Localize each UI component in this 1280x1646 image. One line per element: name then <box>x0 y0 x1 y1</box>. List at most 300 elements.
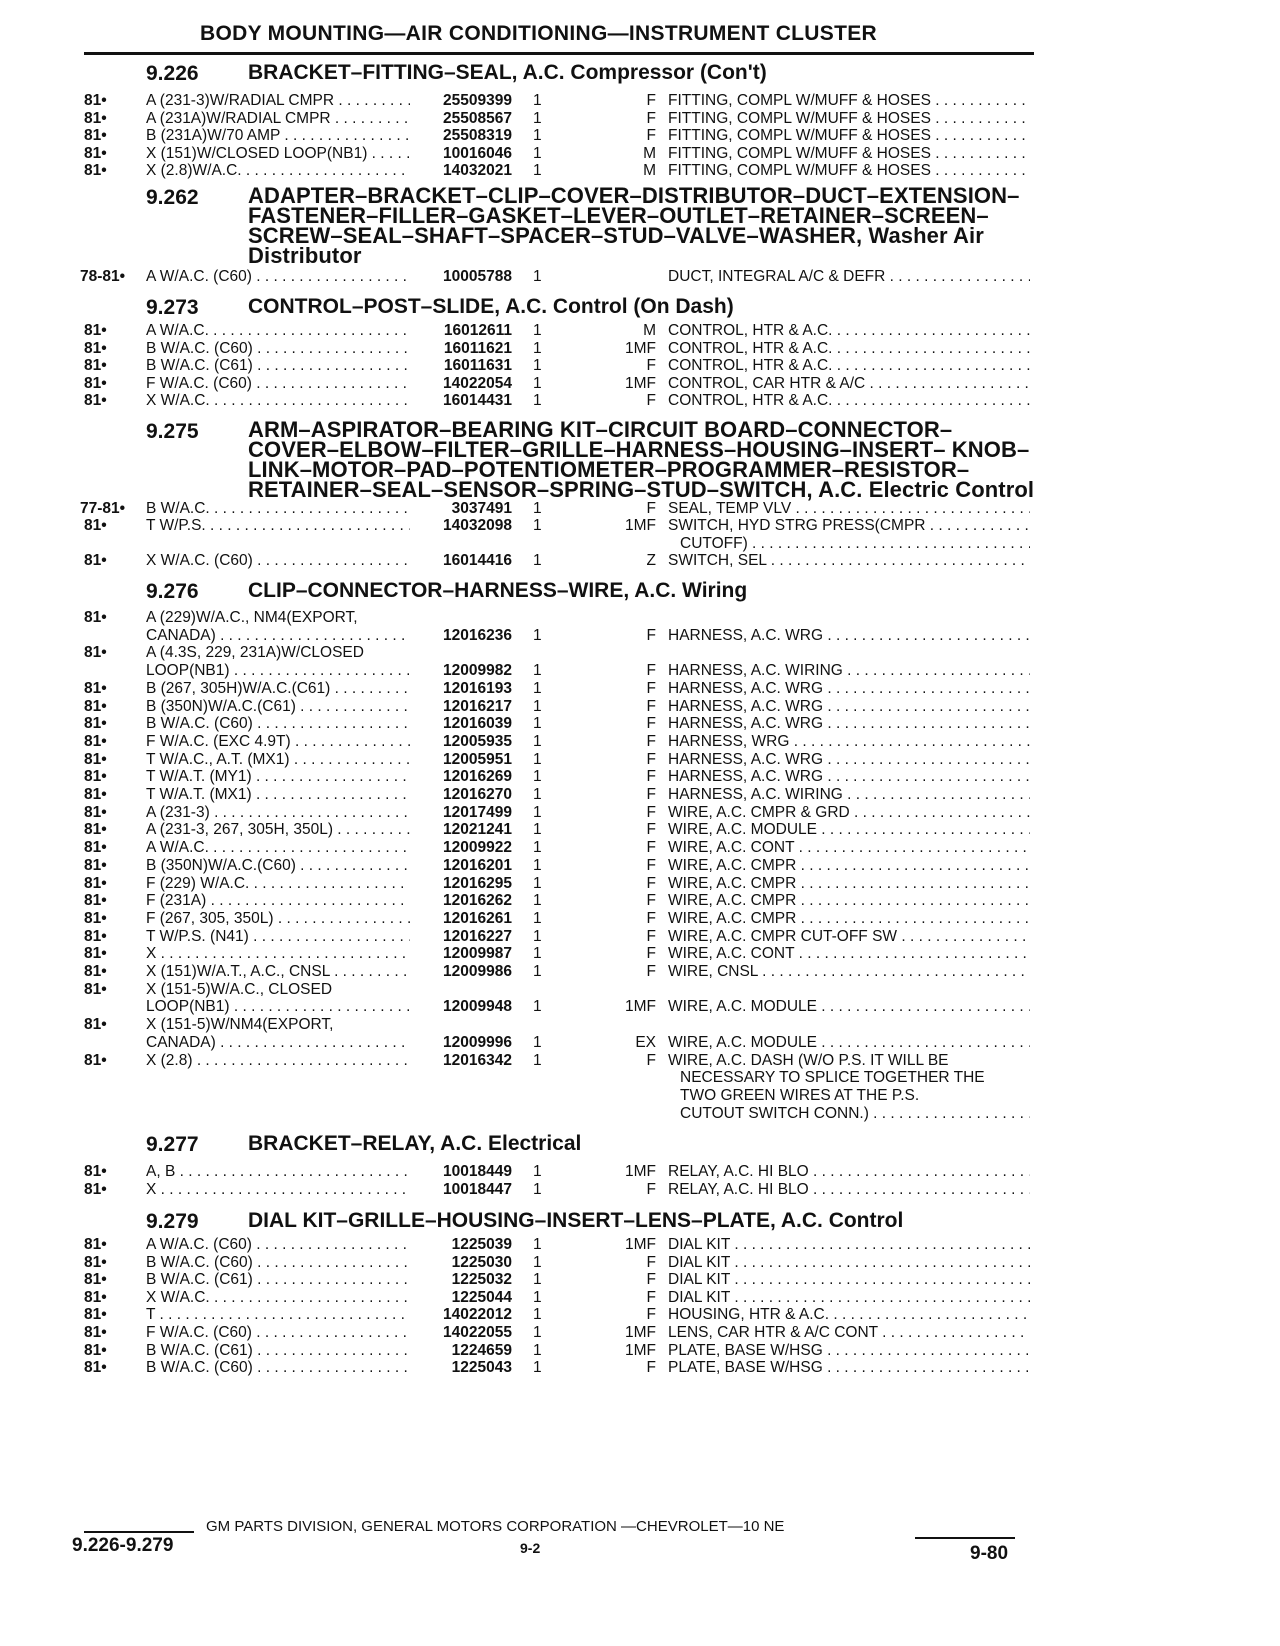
part-description: DIAL KIT . . . <box>668 1271 1030 1289</box>
application: A (229)W/A.C., NM4(EXPORT, <box>146 609 358 626</box>
section-title-line: Distributor <box>248 243 362 268</box>
part-number: 12016261 <box>443 909 512 927</box>
application: B (231A)W/70 AMP . . . <box>146 127 410 145</box>
footer-group-range: 9.226-9.279 <box>72 1535 174 1556</box>
table-row <box>0 162 1280 181</box>
part-number: 14032021 <box>443 162 512 180</box>
part-number: 12016270 <box>443 786 512 803</box>
model-year: 81• <box>84 927 107 945</box>
table-row <box>0 1163 1280 1182</box>
table-row <box>0 910 1280 929</box>
table-row <box>0 1306 1280 1325</box>
application: A W/A.C. (C60) . . . <box>146 268 410 286</box>
application: X W/A.C. (C60) . . . <box>146 552 410 570</box>
source-code: F <box>646 1359 656 1377</box>
application: X W/A.C. . . . <box>146 1289 410 1307</box>
part-number: 12009996 <box>443 1033 512 1051</box>
table-row <box>0 1359 1280 1378</box>
section-number: 9.226 <box>146 62 199 85</box>
part-number: 12016193 <box>443 679 512 697</box>
part-number: 14022054 <box>443 374 512 392</box>
part-number: 12016262 <box>443 892 512 910</box>
part-number: 10016046 <box>443 144 512 162</box>
source-code: F <box>646 109 656 127</box>
source-code: M <box>643 162 656 180</box>
application: B W/A.C. . . . <box>146 500 410 518</box>
part-description: WIRE, A.C. MODULE . . . <box>668 821 1030 839</box>
model-year: 81• <box>84 1288 107 1306</box>
part-description: PLATE, BASE W/HSG . . . <box>668 1342 1030 1360</box>
part-number: 16011621 <box>443 339 512 357</box>
part-number: 12016295 <box>443 874 512 892</box>
part-number: 25508567 <box>443 109 512 127</box>
part-number: 12005935 <box>443 732 512 750</box>
table-row <box>0 1324 1280 1343</box>
model-year: 81• <box>84 697 107 715</box>
source-code: F <box>646 1051 656 1069</box>
table-row <box>0 963 1280 982</box>
part-description: LENS, CAR HTR & A/C CONT . . . <box>668 1324 1030 1342</box>
quantity: 1 <box>533 1359 542 1377</box>
source-code: 1MF <box>625 1324 656 1341</box>
part-description: CONTROL, HTR & A.C. . . . <box>668 340 1030 358</box>
quantity: 1 <box>533 1163 542 1180</box>
part-number: 12016217 <box>443 697 512 715</box>
table-row <box>0 1052 1280 1071</box>
application: B (350N)W/A.C.(C60) . . . <box>146 857 410 875</box>
table-row <box>0 945 1280 964</box>
part-number: 16014416 <box>443 552 512 570</box>
part-number: 10005788 <box>443 268 512 285</box>
source-code: 1MF <box>625 1236 656 1253</box>
part-number: 12016039 <box>443 715 512 733</box>
part-description: HARNESS, A.C. WRG . . . <box>668 627 1030 645</box>
application: A (231A)W/RADIAL CMPR . . . <box>146 110 410 128</box>
quantity: 1 <box>533 998 542 1016</box>
quantity: 1 <box>533 109 542 127</box>
quantity: 1 <box>533 1341 542 1359</box>
description-continued: NECESSARY TO SPLICE TOGETHER THE <box>680 1069 985 1087</box>
application: B (350N)W/A.C.(C61) . . . <box>146 698 410 716</box>
section-title <box>248 1210 1038 1231</box>
source-code: 1MF <box>625 1341 656 1359</box>
model-year: 81• <box>84 1341 107 1359</box>
application: LOOP(NB1) . . . <box>146 998 410 1016</box>
model-year: 81• <box>84 552 107 570</box>
header-rule <box>84 52 1034 55</box>
section-title-line: BRACKET–RELAY, A.C. Electrical <box>248 1132 582 1155</box>
part-description: WIRE, CNSL . . . <box>668 963 1030 981</box>
quantity: 1 <box>533 552 542 570</box>
source-code: F <box>646 1288 656 1306</box>
quantity: 1 <box>533 856 542 874</box>
source-code: F <box>646 892 656 910</box>
model-year: 81• <box>84 715 107 733</box>
quantity: 1 <box>533 1288 542 1306</box>
part-description: HARNESS, A.C. WIRING . . . <box>668 662 1030 680</box>
table-row <box>0 786 1280 805</box>
table-row <box>0 392 1280 411</box>
section-number: 9.275 <box>146 420 199 443</box>
application: T W/A.T. (MY1) . . . <box>146 768 410 786</box>
part-description: SWITCH, HYD STRG PRESS(CMPR . . . <box>668 517 1030 535</box>
part-description: HARNESS, A.C. WIRING . . . <box>668 786 1030 804</box>
source-code: F <box>646 856 656 874</box>
table-row <box>0 92 1280 111</box>
source-code: 1MF <box>625 517 656 535</box>
quantity: 1 <box>533 1180 542 1198</box>
quantity: 1 <box>533 374 542 392</box>
model-year: 81• <box>84 162 107 180</box>
source-code: F <box>646 1271 656 1289</box>
part-number: 14022012 <box>443 1306 512 1324</box>
table-row <box>0 1181 1280 1200</box>
source-code: M <box>643 144 656 162</box>
part-description: WIRE, A.C. CMPR . . . <box>668 910 1030 928</box>
application: T W/P.S. (N41) . . . <box>146 928 410 946</box>
part-description: RELAY, A.C. HI BLO . . . <box>668 1181 1030 1199</box>
part-description: SWITCH, SEL . . . <box>668 552 1030 570</box>
quantity: 1 <box>533 715 542 733</box>
part-description: HARNESS, A.C. WRG . . . <box>668 680 1030 698</box>
source-code: F <box>646 874 656 892</box>
source-code: F <box>646 127 656 145</box>
model-year: 81• <box>84 892 107 910</box>
part-description: HARNESS, WRG . . . <box>668 733 1030 751</box>
model-year: 81• <box>84 1271 107 1289</box>
part-description: WIRE, A.C. CMPR CUT-OFF SW . . . <box>668 928 1030 946</box>
application: X (151-5)W/NM4(EXPORT, <box>146 1016 334 1034</box>
part-description: HARNESS, A.C. WRG . . . <box>668 768 1030 786</box>
table-row <box>0 609 1280 628</box>
model-year: 81• <box>84 644 107 662</box>
part-description: CONTROL, HTR & A.C. . . . <box>668 357 1030 375</box>
application: B W/A.C. (C60) . . . <box>146 1359 410 1377</box>
model-year: 81• <box>84 374 107 392</box>
part-description: WIRE, A.C. CMPR . . . <box>668 875 1030 893</box>
section-title <box>248 62 1038 83</box>
application: A, B . . . <box>146 1163 410 1181</box>
model-year: 81• <box>84 517 107 535</box>
table-row <box>0 698 1280 717</box>
page-number: 9-80 <box>970 1543 1009 1564</box>
part-number: 12009982 <box>443 662 512 680</box>
source-code: F <box>646 821 656 839</box>
part-description: WIRE, A.C. CONT . . . <box>668 945 1030 963</box>
table-row <box>0 751 1280 770</box>
part-description: FITTING, COMPL W/MUFF & HOSES . . . <box>668 162 1030 180</box>
part-number: 12016201 <box>443 856 512 874</box>
quantity: 1 <box>533 1324 542 1341</box>
source-code: F <box>646 909 656 927</box>
source-code: F <box>646 945 656 963</box>
quantity: 1 <box>533 927 542 945</box>
part-description: HARNESS, A.C. WRG . . . <box>668 715 1030 733</box>
source-code: F <box>646 1180 656 1198</box>
application: F (229) W/A.C. . . . <box>146 875 410 893</box>
table-row <box>0 500 1280 519</box>
part-description: WIRE, A.C. CMPR . . . <box>668 857 1030 875</box>
section-title-line: CLIP–CONNECTOR–HARNESS–WIRE, A.C. Wiring <box>248 579 748 602</box>
quantity: 1 <box>533 662 542 680</box>
table-row <box>0 1016 1280 1035</box>
table-row <box>0 322 1280 341</box>
application: B W/A.C. (C60) . . . <box>146 1254 410 1272</box>
part-description: DUCT, INTEGRAL A/C & DEFR . . . <box>668 268 1030 286</box>
source-code: 1MF <box>625 1163 656 1180</box>
table-row <box>0 804 1280 823</box>
part-description: HOUSING, HTR & A.C. . . . <box>668 1306 1030 1324</box>
model-year: 81• <box>84 874 107 892</box>
source-code: 1MF <box>625 374 656 392</box>
source-code: F <box>646 392 656 410</box>
quantity: 1 <box>533 909 542 927</box>
description-continued: TWO GREEN WIRES AT THE P.S. <box>680 1086 920 1104</box>
part-description: DIAL KIT . . . <box>668 1254 1030 1272</box>
application: F (231A) . . . <box>146 892 410 910</box>
table-row <box>0 1034 1280 1053</box>
part-description: WIRE, A.C. MODULE . . . <box>668 1034 1030 1052</box>
source-code: F <box>646 679 656 697</box>
table-row <box>0 1236 1280 1255</box>
application: A (4.3S, 229, 231A)W/CLOSED <box>146 644 364 662</box>
source-code: F <box>646 626 656 644</box>
part-description: CONTROL, CAR HTR & A/C . . . <box>668 375 1030 393</box>
application: B W/A.C. (C61) . . . <box>146 357 410 375</box>
part-description: FITTING, COMPL W/MUFF & HOSES . . . <box>668 145 1030 163</box>
part-number: 14022055 <box>443 1324 512 1341</box>
model-year: 81• <box>84 786 107 803</box>
table-row <box>0 340 1280 359</box>
model-year: 81• <box>84 92 107 109</box>
quantity: 1 <box>533 750 542 768</box>
model-year: 81• <box>84 1051 107 1069</box>
footer-section-number: 9-2 <box>520 1540 541 1556</box>
quantity: 1 <box>533 1306 542 1324</box>
application: B W/A.C. (C61) . . . <box>146 1271 410 1289</box>
quantity: 1 <box>533 92 542 109</box>
model-year: 81• <box>84 322 107 339</box>
table-row <box>0 821 1280 840</box>
part-number: 10018449 <box>443 1163 512 1180</box>
quantity: 1 <box>533 1271 542 1289</box>
part-number: 25509399 <box>443 92 512 109</box>
quantity: 1 <box>533 517 542 535</box>
part-description: FITTING, COMPL W/MUFF & HOSES . . . <box>668 92 1030 110</box>
quantity: 1 <box>533 1051 542 1069</box>
part-number: 12009986 <box>443 963 512 980</box>
part-number: 12009948 <box>443 998 512 1016</box>
application: X W/A.C. . . . <box>146 392 410 410</box>
part-number: 1225030 <box>451 1253 512 1271</box>
table-row <box>0 1342 1280 1361</box>
source-code: F <box>646 662 656 680</box>
table-row <box>0 981 1280 1000</box>
source-code: F <box>646 697 656 715</box>
part-description: DIAL KIT . . . <box>668 1236 1030 1254</box>
part-description: HARNESS, A.C. WRG . . . <box>668 751 1030 769</box>
quantity: 1 <box>533 963 542 980</box>
part-description: WIRE, A.C. CMPR . . . <box>668 892 1030 910</box>
section-title-line: ARM–ASPIRATOR–BEARING KIT–CIRCUIT BOARD–CONNECTOR– <box>248 417 953 442</box>
model-year: 81• <box>84 945 107 963</box>
part-number: 1225044 <box>451 1288 512 1306</box>
model-year: 81• <box>84 963 107 980</box>
application: F W/A.C. (C60) . . . <box>146 1324 410 1342</box>
model-year: 81• <box>84 357 107 375</box>
quantity: 1 <box>533 821 542 839</box>
model-year: 81• <box>84 839 107 857</box>
part-description: SEAL, TEMP VLV . . . <box>668 500 1030 518</box>
application: X . . . <box>146 1181 410 1199</box>
section-title <box>248 183 1038 268</box>
source-code: 1MF <box>625 998 656 1016</box>
table-row <box>0 110 1280 129</box>
application: B (267, 305H)W/A.C.(C61) . . . <box>146 680 410 698</box>
part-description: FITTING, COMPL W/MUFF & HOSES . . . <box>668 127 1030 145</box>
application: A W/A.C. . . . <box>146 839 410 857</box>
part-number: 25508319 <box>443 127 512 145</box>
part-description: DIAL KIT . . . <box>668 1289 1030 1307</box>
model-year: 81• <box>84 1180 107 1198</box>
description-continued: CUTOFF) . . . <box>680 535 1030 553</box>
model-year: 81• <box>84 609 107 626</box>
section-title <box>248 417 1038 502</box>
application: T . . . <box>146 1306 410 1324</box>
section-title-line: FASTENER–FILLER–GASKET–LEVER–OUTLET–RETAINER–SCREEN– <box>248 203 989 228</box>
application: X (151)W/A.T., A.C., CNSL . . . <box>146 963 410 981</box>
section-title-line: RETAINER–SEAL–SENSOR–SPRING–STUD–SWITCH, A.C. Electric Control <box>248 477 1035 502</box>
part-number: 12016269 <box>443 768 512 786</box>
section-number: 9.273 <box>146 296 199 319</box>
part-number: 12016227 <box>443 927 512 945</box>
part-description: WIRE, A.C. CONT . . . <box>668 839 1030 857</box>
footer-rule-right <box>915 1537 1015 1539</box>
quantity: 1 <box>533 162 542 180</box>
application: F W/A.C. (EXC 4.9T) . . . <box>146 733 410 751</box>
model-year: 81• <box>84 909 107 927</box>
page-title: BODY MOUNTING—AIR CONDITIONING—INSTRUMENT CLUSTER <box>200 22 877 45</box>
section-number: 9.277 <box>146 1133 199 1156</box>
table-row <box>0 644 1280 663</box>
source-code: F <box>646 786 656 803</box>
footer-publisher: GM PARTS DIVISION, GENERAL MOTORS CORPORATION —CHEVROLET—10 NE <box>206 1518 785 1535</box>
table-row <box>0 1271 1280 1290</box>
part-number: 1225039 <box>451 1236 512 1253</box>
part-description: CONTROL, HTR & A.C. . . . <box>668 392 1030 410</box>
model-year: 78-81• <box>80 268 126 285</box>
model-year: 81• <box>84 144 107 162</box>
table-row <box>0 733 1280 752</box>
table-row <box>0 1087 1280 1106</box>
part-number: 12009922 <box>443 839 512 857</box>
source-code: F <box>646 357 656 375</box>
quantity: 1 <box>533 732 542 750</box>
quantity: 1 <box>533 500 542 517</box>
model-year: 81• <box>84 732 107 750</box>
part-number: 10018447 <box>443 1180 512 1198</box>
description-continued: CUTOUT SWITCH CONN.) . . . <box>680 1105 1030 1123</box>
quantity: 1 <box>533 392 542 410</box>
table-row <box>0 552 1280 571</box>
model-year: 81• <box>84 1306 107 1324</box>
part-number: 3037491 <box>451 500 512 517</box>
quantity: 1 <box>533 945 542 963</box>
application: X (2.8) . . . <box>146 1052 410 1070</box>
model-year: 81• <box>84 127 107 145</box>
model-year: 81• <box>84 679 107 697</box>
section-title-line: DIAL KIT–GRILLE–HOUSING–INSERT–LENS–PLATE, A.C. Control <box>248 1209 904 1232</box>
quantity: 1 <box>533 697 542 715</box>
quantity: 1 <box>533 874 542 892</box>
model-year: 81• <box>84 1253 107 1271</box>
table-row <box>0 839 1280 858</box>
part-number: 1225032 <box>451 1271 512 1289</box>
model-year: 81• <box>84 803 107 821</box>
application: F (267, 305, 350L) . . . <box>146 910 410 928</box>
application: X . . . <box>146 945 410 963</box>
source-code: F <box>646 927 656 945</box>
source-code: F <box>646 963 656 980</box>
part-number: 16014431 <box>443 392 512 410</box>
section-number: 9.279 <box>146 1210 199 1233</box>
application: A W/A.C. (C60) . . . <box>146 1236 410 1254</box>
quantity: 1 <box>533 679 542 697</box>
model-year: 81• <box>84 1236 107 1253</box>
quantity: 1 <box>533 144 542 162</box>
source-code: F <box>646 803 656 821</box>
quantity: 1 <box>533 1033 542 1051</box>
section-title-line: LINK–MOTOR–PAD–POTENTIOMETER–PROGRAMMER–RESISTOR– <box>248 457 970 482</box>
table-row <box>0 357 1280 376</box>
model-year: 81• <box>84 1359 107 1377</box>
model-year: 81• <box>84 1324 107 1341</box>
table-row <box>0 768 1280 787</box>
application: X (2.8)W/A.C. . . . <box>146 162 410 180</box>
part-description: HARNESS, A.C. WRG . . . <box>668 698 1030 716</box>
table-row <box>0 145 1280 164</box>
source-code: EX <box>635 1033 656 1051</box>
table-row <box>0 535 1280 554</box>
quantity: 1 <box>533 127 542 145</box>
part-number: 12016342 <box>443 1051 512 1069</box>
application: T W/A.C., A.T. (MX1) . . . <box>146 751 410 769</box>
table-row <box>0 857 1280 876</box>
table-row <box>0 1105 1280 1124</box>
part-description: WIRE, A.C. CMPR & GRD . . . <box>668 804 1030 822</box>
section-title <box>248 580 1038 601</box>
application: X (151-5)W/A.C., CLOSED <box>146 980 333 998</box>
table-row <box>0 1289 1280 1308</box>
source-code: F <box>646 768 656 786</box>
model-year: 81• <box>84 768 107 786</box>
section-title <box>248 296 1038 317</box>
model-year: 81• <box>84 392 107 410</box>
table-row <box>0 662 1280 681</box>
model-year: 81• <box>84 856 107 874</box>
table-row <box>0 268 1280 287</box>
source-code: F <box>646 500 656 517</box>
part-number: 12021241 <box>443 821 512 839</box>
table-row <box>0 680 1280 699</box>
section-title <box>248 1133 1038 1154</box>
table-row <box>0 998 1280 1017</box>
table-row <box>0 1069 1280 1088</box>
application: B W/A.C. (C60) . . . <box>146 715 410 733</box>
application: A (231-3)W/RADIAL CMPR . . . <box>146 92 410 110</box>
source-code: F <box>646 715 656 733</box>
quantity: 1 <box>533 803 542 821</box>
